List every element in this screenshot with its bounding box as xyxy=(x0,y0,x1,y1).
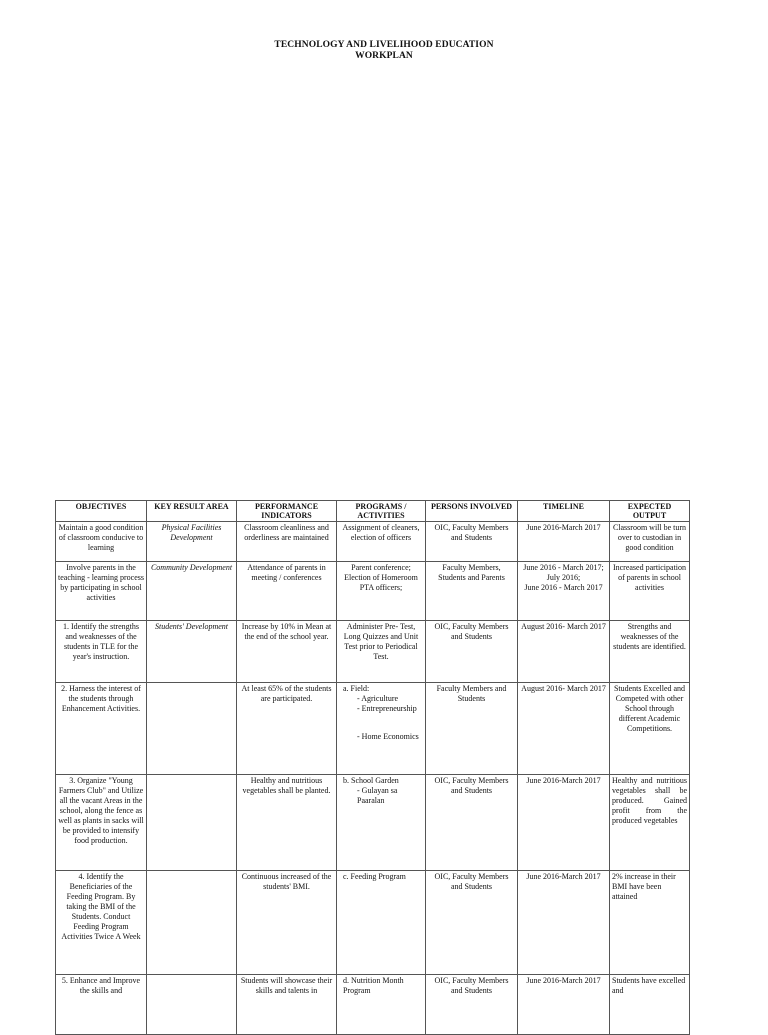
header-persons-involved: PERSONS INVOLVED xyxy=(426,501,518,522)
cell-indicator: Students will showcase their skills and talents in xyxy=(237,975,337,1035)
header-timeline: TIMELINE xyxy=(518,501,610,522)
header-expected-output: EXPECTED OUTPUT xyxy=(610,501,690,522)
cell-timeline: August 2016- March 2017 xyxy=(518,621,610,683)
cell-output: 2% increase in their BMI have been attained xyxy=(610,871,690,975)
table-row xyxy=(56,871,690,975)
cell-program xyxy=(337,683,426,775)
cell-indicator: Classroom cleanliness and orderliness are maintained xyxy=(237,522,337,562)
program-main-item: d. Nutrition Month Program xyxy=(343,976,404,995)
cell-timeline: June 2016-March 2017 xyxy=(518,775,610,871)
cell-objective: 3. Organize "Young Farmers Club" and Utilize all the vacant Areas in the school, along the fence as well as plants in sacks will be provided to intensify food production. xyxy=(56,775,147,871)
title-line-2: WORKPLAN xyxy=(355,51,413,61)
cell-indicator: Continuous increased of the students' BMI. xyxy=(237,871,337,975)
workplan-table-container xyxy=(55,500,689,1035)
header-key-result-area: KEY RESULT AREA xyxy=(147,501,237,522)
cell-key-result-area xyxy=(147,775,237,871)
header-programs-activities: PROGRAMS / ACTIVITIES xyxy=(337,501,426,522)
cell-persons: OIC, Faculty Members and Students xyxy=(426,621,518,683)
cell-program xyxy=(337,975,426,1035)
program-main-item: b. School Garden xyxy=(343,776,399,785)
program-main-item: a. Field: xyxy=(343,684,370,693)
program-list xyxy=(339,872,423,882)
cell-output: Students Excelled and Competed with other School through different Academic Competitions. xyxy=(610,683,690,775)
cell-indicator: Healthy and nutritious vegetables shall be planted. xyxy=(237,775,337,871)
cell-output: Healthy and nutritious vegetables shall be produced. Gained profit from the produced vegetables xyxy=(610,775,690,871)
program-sub-item: - Home Economics xyxy=(357,732,419,741)
timeline-line: June 2016 - March 2017; xyxy=(523,563,604,572)
cell-timeline: June 2016-March 2017 xyxy=(518,871,610,975)
cell-objective: 2. Harness the interest of the students through Enhancement Activities. xyxy=(56,683,147,775)
cell-objective: Involve parents in the teaching - learning process by participating in school activities xyxy=(56,562,147,621)
cell-output: Strengths and weaknesses of the students are identified. xyxy=(610,621,690,683)
program-sub-item: - Gulayan sa Paaralan xyxy=(357,786,398,805)
table-row xyxy=(56,562,690,621)
cell-objective: 4. Identify the Beneficiaries of the Feeding Program. By taking the BMI of the Students. Conduct Feeding Program Activities Twice A Week xyxy=(56,871,147,975)
cell-timeline xyxy=(518,562,610,621)
cell-persons: OIC, Faculty Members and Students xyxy=(426,871,518,975)
cell-program: Administer Pre- Test, Long Quizzes and Unit Test prior to Periodical Test. xyxy=(337,621,426,683)
cell-output: Students have excelled and xyxy=(610,975,690,1035)
timeline-line: June 2016 - March 2017 xyxy=(524,583,603,592)
table-row xyxy=(56,621,690,683)
table-row xyxy=(56,775,690,871)
cell-program xyxy=(337,775,426,871)
program-list xyxy=(339,976,423,996)
table-row xyxy=(56,975,690,1035)
table-row xyxy=(56,522,690,562)
header-objectives: OBJECTIVES xyxy=(56,501,147,522)
header-performance-indicators: PERFORMANCE INDICATORS xyxy=(237,501,337,522)
cell-timeline: June 2016-March 2017 xyxy=(518,975,610,1035)
cell-key-result-area: Students' Development xyxy=(147,621,237,683)
workplan-table xyxy=(55,500,690,1035)
cell-timeline: June 2016-March 2017 xyxy=(518,522,610,562)
cell-persons: OIC, Faculty Members and Students xyxy=(426,975,518,1035)
program-sub-item: - Entrepreneurship xyxy=(357,704,417,713)
cell-indicator: Increase by 10% in Mean at the end of the school year. xyxy=(237,621,337,683)
cell-key-result-area: Community Development xyxy=(147,562,237,621)
cell-objective: 1. Identify the strengths and weaknesses of the students in TLE for the year's instruction. xyxy=(56,621,147,683)
program-list xyxy=(339,776,423,806)
cell-persons: OIC, Faculty Members and Students xyxy=(426,522,518,562)
table-row xyxy=(56,683,690,775)
document-title xyxy=(0,40,768,62)
title-line-1: TECHNOLOGY AND LIVELIHOOD EDUCATION xyxy=(274,40,494,50)
cell-program: Parent conference; Election of Homeroom PTA officers; xyxy=(337,562,426,621)
program-sub-item: - Agriculture xyxy=(357,694,399,703)
cell-key-result-area: Physical Facilities Development xyxy=(147,522,237,562)
program-spacer xyxy=(339,714,423,732)
timeline-line: July 2016; xyxy=(546,573,581,582)
cell-objective: Maintain a good condition of classroom conducive to learning xyxy=(56,522,147,562)
cell-persons: Faculty Members, Students and Parents xyxy=(426,562,518,621)
cell-key-result-area xyxy=(147,975,237,1035)
table-header-row xyxy=(56,501,690,522)
cell-key-result-area xyxy=(147,871,237,975)
cell-timeline: August 2016- March 2017 xyxy=(518,683,610,775)
cell-indicator: Attendance of parents in meeting / conferences xyxy=(237,562,337,621)
cell-program xyxy=(337,871,426,975)
cell-output: Classroom will be turn over to custodian in good condition xyxy=(610,522,690,562)
cell-program: Assignment of cleaners, election of officers xyxy=(337,522,426,562)
cell-persons: OIC, Faculty Members and Students xyxy=(426,775,518,871)
program-list xyxy=(339,684,423,742)
cell-objective: 5. Enhance and Improve the skills and xyxy=(56,975,147,1035)
cell-key-result-area xyxy=(147,683,237,775)
program-main-item: c. Feeding Program xyxy=(343,872,406,881)
cell-output: Increased participation of parents in school activities xyxy=(610,562,690,621)
cell-persons: Faculty Members and Students xyxy=(426,683,518,775)
cell-indicator: At least 65% of the students are participated. xyxy=(237,683,337,775)
